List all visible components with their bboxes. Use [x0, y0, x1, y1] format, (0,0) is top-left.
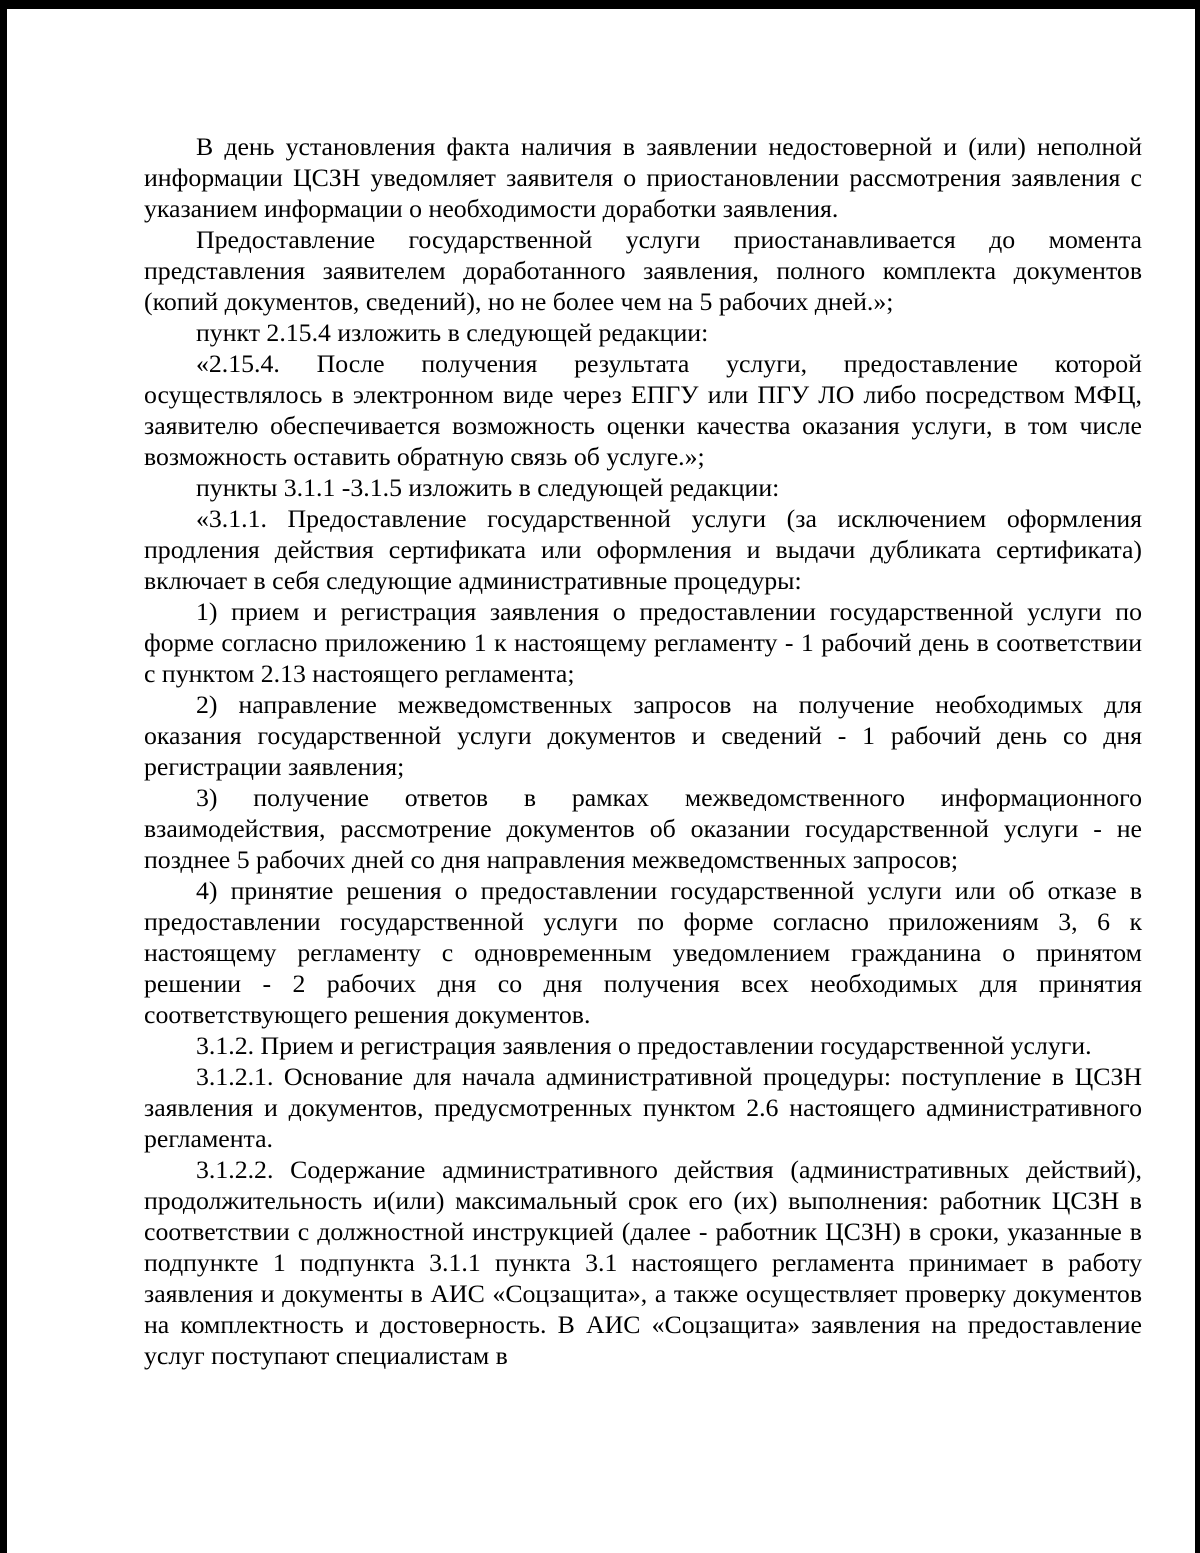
paragraph-3-1-2-2: 3.1.2.2. Содержание административного действия (административных действий), продолжительность и(или) максимальный срок его (их) выполнения: работник ЦСЗН в соответствии с должностной инструкцией (далее - работник ЦСЗН) в сроки, указанные в подпункте 1 подпункта 3.1.1 пункта 3.1 настоящего регламента принимает в работу заявления и документы в АИС «Соцзащита», а также осуществляет проверку документов на комплектность и достоверность. В АИС «Соцзащита» заявления на предоставление услуг поступают специалистам в: [144, 1155, 1142, 1370]
scan-border-right: [1195, 0, 1200, 1553]
paragraph-3-1-1: «3.1.1. Предоставление государственной услуги (за исключением оформления продления действия сертификата или оформления и выдачи дубликата сертификата) включает в себя следующие административные процедуры:: [144, 504, 1142, 595]
paragraph-3-1-2: 3.1.2. Прием и регистрация заявления о предоставлении государственной услуги.: [196, 1031, 1092, 1060]
paragraph-amend-3-1-1: пункты 3.1.1 -3.1.5 изложить в следующей редакции:: [196, 473, 780, 502]
scan-border-top: [0, 0, 1200, 9]
list-item-1: 1) прием и регистрация заявления о предоставлении государственной услуги по форме согласно приложению 1 к настоящему регламенту - 1 рабочий день в соответствии с пунктом 2.13 настоящего регламента;: [144, 597, 1142, 688]
list-item-4: 4) принятие решения о предоставлении государственной услуги или об отказе в предоставлении государственной услуги по форме согласно приложениям 3, 6 к настоящему регламенту с одновременным уведомлением гражданина о принятом решении - 2 рабочих дня со дня получения всех необходимых для принятия соответствующего решения документов.: [144, 876, 1142, 1029]
list-item-2: 2) направление межведомственных запросов на получение необходимых для оказания государственной услуги документов и сведений - 1 рабочий день со дня регистрации заявления;: [144, 690, 1142, 781]
paragraph-suspension-notice: В день установления факта наличия в заявлении недостоверной и (или) неполной информации ЦСЗН уведомляет заявителя о приостановлении рассмотрения заявления с указанием информации о необходимости доработки заявления.: [144, 132, 1142, 223]
list-item-3: 3) получение ответов в рамках межведомственного информационного взаимодействия, рассмотрение документов об оказании государственной услуги - не позднее 5 рабочих дней со дня направления межведомственных запросов;: [144, 783, 1142, 874]
paragraph-2-15-4: «2.15.4. После получения результата услуги, предоставление которой осуществлялось в электронном виде через ЕПГУ или ПГУ ЛО либо посредством МФЦ, заявителю обеспечивается возможность оценки качества оказания услуги, в том числе возможность оставить обратную связь об услуге.»;: [144, 349, 1142, 471]
paragraph-suspension-period: Предоставление государственной услуги приостанавливается до момента представления заявителем доработанного заявления, полного комплекта документов (копий документов, сведений), но не более чем на 5 рабочих дней.»;: [144, 225, 1142, 316]
paragraph-amend-2-15-4: пункт 2.15.4 изложить в следующей редакции:: [196, 318, 709, 347]
scan-border-left: [0, 0, 7, 1553]
paragraph-3-1-2-1: 3.1.2.1. Основание для начала административной процедуры: поступление в ЦСЗН заявления и документов, предусмотренных пунктом 2.6 настоящего административного регламента.: [144, 1062, 1142, 1153]
document-body: [144, 131, 1142, 1371]
